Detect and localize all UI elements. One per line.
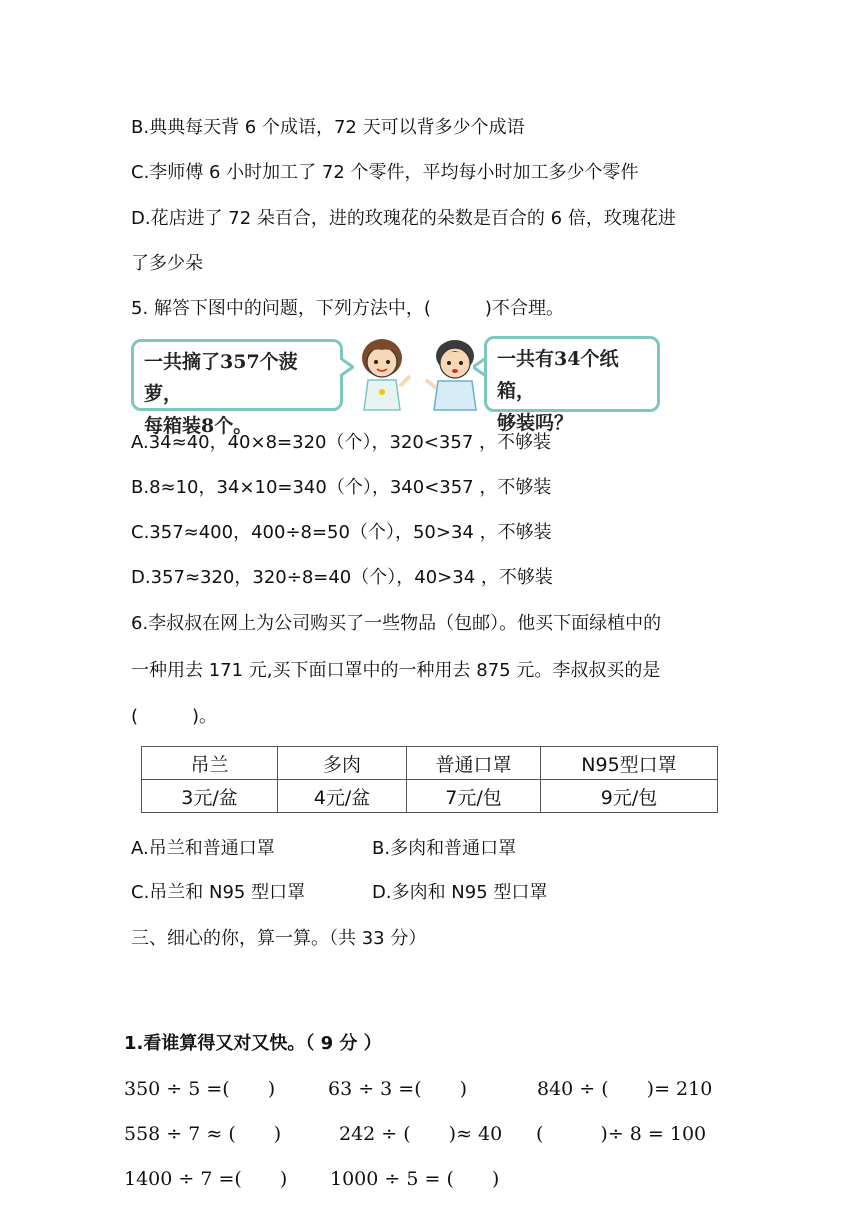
table-header-cell: 吊兰 [142,747,278,780]
speech-bubble-left [131,339,343,437]
bubble-left-line1: 一共摘了357个菠萝， [144,351,298,405]
q6-option-a: A.吊兰和普通口罩 [131,838,275,859]
math-problem: ( )÷ 8 = 100 [536,1123,707,1145]
math-problem: 1000 ÷ 5 = ( ) [330,1168,500,1190]
math-problem: 558 ÷ 7 ≈ ( ) [124,1123,282,1145]
math-problem: 350 ÷ 5 =( ) [124,1078,276,1100]
math-row-1 [124,1077,724,1101]
girl-figure-icon [352,336,414,412]
q5-option-d: D.357≈320，320÷8=40（个），40>34 ，不够装 [131,567,553,588]
bubble-left-line2: 每箱装8个。 [144,415,253,437]
math-row-2 [124,1122,724,1146]
q6-stem-line2: 一种用去 171 元,买下面口罩中的一种用去 875 元。李叔叔买的是 [131,660,661,681]
q4-option-d-line1: D.花店进了 72 朵百合，进的玫瑰花的朵数是百合的 6 倍，玫瑰花进 [131,208,676,229]
q6-stem-line1: 6.李叔叔在网上为公司购买了一些物品（包邮）。他买下面绿植中的 [131,613,662,634]
math-problem: 242 ÷ ( )≈ 40 [339,1123,503,1145]
speech-bubble-right [484,336,660,434]
q6-stem-line3: ( )。 [131,706,218,727]
table-header-cell: 普通口罩 [407,747,541,780]
bubble-right-line1: 一共有34个纸箱， [497,348,619,402]
q6-option-c: C.吊兰和 N95 型口罩 [131,882,306,903]
section3-title: 三、细心的你，算一算。（共 33 分） [131,928,427,949]
bubble-right-line2: 够装吗？ [497,412,574,434]
q5-stem: 5. 解答下图中的问题，下列方法中，( )不合理。 [131,298,564,319]
table-header-row [142,747,718,780]
table-row [142,780,718,813]
table-cell: 9元/包 [541,780,718,813]
math-problem: 1400 ÷ 7 =( ) [124,1168,288,1190]
q5-option-c: C.357≈400，400÷8=50（个），50>34 ，不够装 [131,522,552,543]
math-problem: 63 ÷ 3 =( ) [328,1078,468,1100]
price-table [141,746,718,813]
q4-option-d-line2: 了多少朵 [131,253,203,274]
table-cell: 3元/盆 [142,780,278,813]
q6-option-b: B.多肉和普通口罩 [372,838,517,859]
table-cell: 7元/包 [407,780,541,813]
section3-q1-title: 1.看谁算得又对又快。（ 9 分 ） [124,1033,382,1054]
math-problem: 840 ÷ ( )= 210 [537,1078,713,1100]
q4-option-b: B.典典每天背 6 个成语，72 天可以背多少个成语 [131,117,525,138]
table-header-cell: N95型口罩 [541,747,718,780]
math-row-3 [124,1167,724,1191]
q5-option-b: B.8≈10，34×10=340（个），340<357 ，不够装 [131,477,552,498]
q4-option-c: C.李师傅 6 小时加工了 72 个零件，平均每小时加工多少个零件 [131,162,639,183]
q6-option-d: D.多肉和 N95 型口罩 [372,882,548,903]
q5-option-a: A.34≈40，40×8=320（个），320<357 ，不够装 [131,432,552,453]
table-header-cell: 多肉 [278,747,407,780]
table-cell: 4元/盆 [278,780,407,813]
